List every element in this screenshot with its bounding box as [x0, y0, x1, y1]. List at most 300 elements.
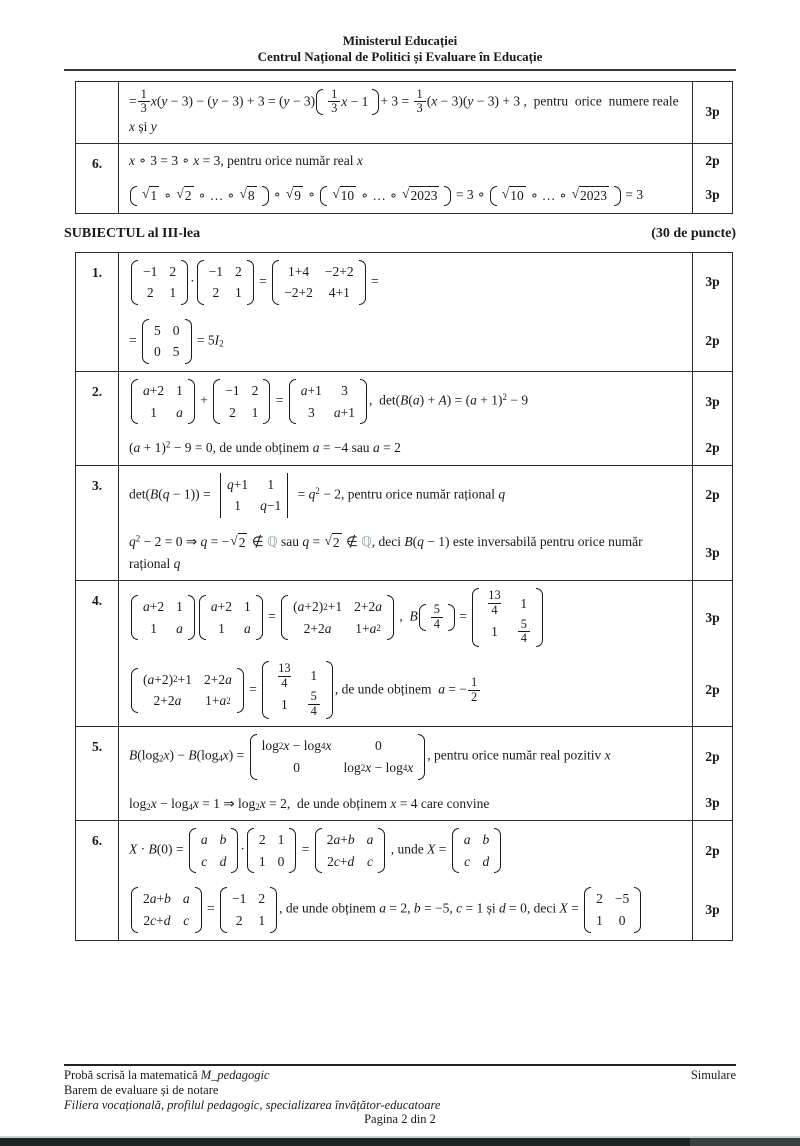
math-var: B [129, 748, 138, 764]
matrix-cell: 0 [375, 738, 382, 754]
document-footer [64, 1064, 736, 1127]
square-root [402, 186, 439, 205]
matrix-cell: 1 [258, 853, 266, 869]
matrix [220, 886, 277, 933]
math-expr: a = − [438, 681, 468, 697]
matrix [262, 660, 333, 721]
group-content [500, 185, 611, 207]
right-paren [237, 668, 244, 713]
math-expr: B(q − 1) [404, 534, 450, 550]
points-value: 3p [692, 253, 732, 312]
math-text: sau [348, 440, 373, 456]
math-text: , [395, 608, 410, 624]
matrix [281, 594, 394, 641]
math-expr: a = 2 [379, 901, 408, 917]
paren-group [130, 185, 269, 207]
paren-group [490, 185, 621, 207]
left-paren [281, 595, 288, 640]
item-lines [119, 144, 732, 212]
math-var: a [176, 620, 183, 636]
math-var: a [312, 440, 320, 456]
matrix-cell [517, 618, 531, 646]
math-expr: (B(a) + A) = (a + 1) [395, 392, 503, 408]
item-number: 6. [76, 144, 119, 213]
math-expr: − 2 [323, 486, 341, 502]
math-var: y [150, 118, 157, 134]
matrix-cell: 1 [251, 404, 259, 420]
math-var: q [129, 534, 136, 550]
points-value: 2p [692, 312, 732, 371]
radical-sign: √ [501, 186, 510, 202]
square-root [239, 186, 256, 205]
matrix-cell [244, 618, 251, 640]
matrix-cell: 0 [618, 913, 626, 929]
math-var: a [333, 832, 341, 848]
matrix-grid [325, 827, 376, 874]
square-root [572, 186, 609, 205]
right-paren [247, 260, 254, 305]
math-expr: − 2 = 0 ⇒ q = − [143, 534, 230, 550]
matrix-cell: 1 [277, 832, 285, 848]
math-text: log [385, 760, 403, 776]
denominator: 3 [328, 101, 340, 116]
radical-sign: √ [571, 186, 580, 202]
matrix-cell: −2+2 [284, 285, 313, 301]
formula-line [119, 312, 692, 371]
matrix-grid [141, 667, 234, 714]
math-var: X [129, 841, 138, 857]
math-expr: = 1 ⇒ [202, 795, 235, 811]
matrix-cell: 1 [234, 498, 241, 514]
radical-sign: √ [176, 186, 184, 202]
matrix-grid [230, 886, 267, 933]
math-var: a [149, 891, 157, 907]
matrix-grid [141, 886, 192, 933]
math-expr: − [292, 738, 301, 754]
math-var: a [147, 671, 155, 687]
radicand: 2023 [579, 186, 609, 205]
math-var: a [369, 620, 377, 636]
rational-set-symbol: ℚ [266, 534, 278, 550]
math-var: x [325, 738, 332, 754]
right-paren [448, 604, 455, 630]
matrix-cell: 1 [520, 595, 528, 611]
math-var: q [173, 555, 181, 571]
left-paren [316, 89, 323, 115]
matrix-cell: 1 [267, 476, 275, 492]
math-var: a [324, 620, 332, 636]
math-var: a [366, 832, 374, 848]
math-var: B [148, 841, 157, 857]
left-paren [472, 588, 479, 647]
math-expr: = 3 [625, 187, 644, 202]
matrix-cell: a +2 [143, 596, 164, 618]
right-paren [372, 89, 379, 115]
math-var: q [200, 534, 208, 550]
matrix-cell: a +2 [211, 596, 232, 618]
math-expr: (a + 1) [129, 440, 166, 456]
math-var: a [225, 671, 232, 687]
matrix-cell: 2 [235, 263, 242, 279]
right-paren [418, 734, 425, 779]
math-var: q [498, 486, 506, 502]
math-var: a [379, 901, 386, 917]
math-text: · [190, 273, 195, 289]
subscript: 2 [146, 801, 151, 812]
math-var: x [365, 760, 372, 776]
matrix-cell: 2 a + b [327, 829, 355, 851]
math-expr: x(y − 3) − (y − 3) + 3 = (y − 3) [150, 92, 316, 108]
math-var: I [214, 332, 220, 348]
math-var: q [302, 534, 310, 550]
formula-line [119, 880, 692, 939]
formula-line [119, 787, 692, 821]
group-content [429, 603, 445, 631]
group-content [140, 185, 259, 207]
radical-sign: √ [142, 186, 150, 202]
item-number: 2. [76, 372, 119, 466]
window-bottom-bar-dark [0, 1138, 800, 1146]
matrix-grid [141, 378, 185, 425]
section-heading [64, 226, 736, 242]
math-text: , deci [526, 901, 560, 917]
matrix-grid [209, 594, 253, 641]
table-row [76, 727, 733, 821]
right-paren [634, 887, 641, 932]
matrix-cell: 1 [310, 668, 318, 684]
item-content [119, 252, 733, 371]
matrix-cell [483, 851, 490, 873]
math-expr: x ∘ 3 = 3 ∘ x = 3 [129, 153, 221, 169]
square-root [286, 186, 303, 205]
math-expr: ∉ [251, 534, 264, 550]
math-text: ∘ … ∘ [194, 188, 239, 204]
numerator: 13 [278, 660, 291, 675]
matrix [131, 259, 188, 306]
matrix-cell: −1 [232, 891, 247, 907]
math-text: det [129, 486, 146, 502]
math-text: și [135, 118, 151, 134]
math-var: a [297, 598, 305, 614]
math-var: a [412, 392, 420, 408]
math-expr: = [207, 901, 215, 917]
math-text: , de unde obținem [286, 795, 391, 811]
radicand: 2 [238, 533, 248, 552]
math-expr: = [249, 681, 257, 697]
matrix-cell: 1 [169, 285, 177, 301]
scoring-table-subject3 [75, 252, 733, 941]
math-text: , det [369, 392, 396, 408]
matrix-cell: 0 [293, 760, 300, 776]
matrix-cell: 0 [277, 853, 285, 869]
matrix-grid [462, 827, 492, 874]
math-var: x [129, 153, 135, 169]
math-var: b [347, 832, 355, 848]
matrix-cell: −5 [614, 891, 630, 907]
denominator: 2 [468, 690, 480, 705]
radicand: 9 [293, 186, 303, 205]
item-number: 6. [76, 821, 119, 940]
math-expr: (x − 3)(y − 3) + 3 , [426, 92, 527, 108]
math-expr: ∉ [346, 534, 358, 550]
math-var: x [431, 92, 438, 108]
table-row [76, 581, 733, 727]
math-text: , pentru orice număr real pozitiv [427, 748, 605, 764]
numerator: 1 [331, 86, 338, 101]
subscript: 2 [159, 753, 164, 764]
matrix [472, 587, 543, 648]
item-content [119, 727, 733, 821]
math-text: ∘ [160, 188, 176, 204]
math-text: log [171, 795, 189, 811]
matrix-cell: 2 [229, 404, 236, 420]
formula-line [119, 82, 692, 144]
right-paren [614, 186, 621, 206]
math-expr: +1 [327, 598, 343, 614]
matrix-cell: 1 [244, 598, 251, 614]
matrix-cell: 1 [176, 383, 183, 399]
matrix-cell: 0 [172, 322, 180, 338]
matrix-cell: 1 [150, 620, 157, 636]
math-expr: (a+2) [293, 598, 324, 614]
table-row [76, 252, 733, 371]
math-text: ) [228, 748, 234, 764]
math-text: log [303, 738, 322, 754]
left-paren [320, 186, 327, 206]
math-var: x [283, 738, 290, 754]
left-paren [490, 186, 497, 206]
numerator: 5 [310, 689, 317, 704]
right-paren [326, 661, 333, 720]
matrix-grid [225, 472, 283, 519]
item-content [119, 821, 733, 940]
math-expr: − 9 = 0 [173, 440, 213, 456]
radicand: 2023 [409, 186, 439, 205]
left-paren [419, 604, 426, 630]
math-expr: X · B(0) = [129, 841, 184, 857]
math-expr: x = 4 [390, 795, 418, 811]
determinant [216, 472, 292, 519]
math-text: ∘ [304, 187, 320, 202]
math-text: (log [196, 748, 219, 764]
math-expr: = q [297, 486, 316, 502]
right-paren [289, 828, 296, 873]
formula-line [119, 431, 692, 465]
right-paren [378, 828, 385, 873]
matrix-cell: 1 [218, 620, 225, 636]
denominator: 4 [308, 704, 320, 719]
left-paren [131, 668, 138, 713]
math-expr: − 9 [510, 392, 529, 408]
matrix-cell: 2 [251, 383, 259, 399]
formula-line [119, 525, 692, 580]
math-var: a [372, 440, 380, 456]
left-paren [131, 260, 138, 305]
math-expr: + 3 = [380, 92, 410, 108]
radical-sign: √ [402, 186, 410, 202]
matrix-cell [201, 851, 207, 873]
denominator: 3 [138, 101, 150, 116]
matrix [131, 378, 195, 425]
right-paren [360, 379, 367, 424]
numerator: 1 [471, 675, 478, 690]
matrix-cell [176, 402, 183, 424]
item-number: 1. [76, 252, 119, 371]
math-var: x [150, 795, 157, 811]
formula-line [119, 654, 692, 727]
item-lines [119, 466, 732, 580]
formula-line [119, 466, 692, 525]
matrix-cell: (a+2) 2 +1 [143, 669, 192, 691]
math-var: c [183, 913, 190, 929]
matrix-cell: 1+a 2 [205, 690, 231, 712]
math-var: x [192, 795, 199, 811]
matrix-grid [199, 827, 229, 874]
matrix-cell [183, 910, 189, 932]
denominator: 4 [431, 617, 443, 632]
matrix-grid [299, 378, 357, 425]
matrix [452, 827, 502, 874]
math-var: x [222, 748, 229, 764]
math-text: care convine [417, 795, 490, 811]
header-rule [64, 69, 736, 71]
math-var: d [482, 853, 490, 869]
matrix-cell: 1 [491, 623, 498, 639]
math-var: a [133, 440, 141, 456]
math-expr: 1+a [205, 693, 227, 709]
math-text: log [261, 738, 279, 754]
left-paren [289, 379, 296, 424]
matrix-grid [272, 660, 323, 721]
math-var: d [499, 901, 506, 917]
denominator: 4 [488, 603, 500, 618]
math-expr: = [275, 392, 284, 408]
math-expr: q = [302, 534, 321, 550]
right-paren [263, 379, 270, 424]
points-value: 3p [692, 372, 732, 431]
item-number: 4. [76, 581, 119, 727]
right-bar [287, 473, 288, 518]
math-var: a [143, 598, 150, 614]
math-var: B [188, 748, 197, 764]
table-row [76, 465, 733, 580]
points-value: 2p [692, 144, 732, 178]
fraction [518, 618, 530, 646]
matrix [131, 594, 195, 641]
numerator: 5 [520, 616, 527, 631]
square-root [502, 186, 526, 205]
right-paren [188, 379, 195, 424]
math-var: a [244, 620, 251, 636]
matrix [250, 733, 426, 780]
math-var: q [417, 534, 424, 550]
math-var: x [604, 748, 611, 764]
math-text: log [129, 795, 147, 811]
matrix-cell [464, 851, 470, 873]
matrix-cell: 2 c + d [327, 851, 354, 873]
math-var: q [227, 476, 234, 492]
section-title: SUBIECTUL al III-lea [64, 225, 201, 241]
matrix-grid [291, 594, 384, 641]
left-paren [262, 661, 269, 720]
page-content [64, 69, 736, 941]
right-paren [181, 260, 188, 305]
math-var: x [163, 748, 170, 764]
square-root [332, 186, 356, 205]
math-var: B [404, 534, 413, 550]
math-expr: X = [427, 841, 447, 857]
math-text: log [238, 795, 256, 811]
math-var: x [390, 795, 397, 811]
radicand: 2 [332, 533, 342, 552]
matrix-cell: −2+2 [324, 263, 354, 279]
math-var: q [308, 486, 316, 502]
points-value: 3p [692, 581, 732, 654]
matrix-cell [183, 888, 190, 910]
math-text: ∘ … ∘ [526, 188, 571, 204]
math-var: b [219, 832, 227, 848]
matrix-cell: 2 [258, 832, 266, 848]
matrix-cell: a +1 [301, 380, 322, 402]
math-var: x [341, 93, 348, 109]
superscript: 2 [165, 439, 171, 450]
radical-sign: √ [324, 533, 332, 549]
table-row [76, 372, 733, 466]
matrix-cell [464, 829, 471, 851]
radical-sign: √ [285, 186, 294, 202]
subscript: 4 [188, 801, 193, 812]
points-value: 2p [692, 727, 732, 786]
math-expr: = 2 [269, 795, 287, 811]
document-header [0, 0, 800, 66]
right-paren [195, 887, 202, 932]
math-text: · [240, 841, 245, 857]
matrix [289, 378, 367, 425]
math-expr: − [177, 748, 185, 764]
matrix-cell [307, 690, 321, 718]
matrix [131, 886, 202, 933]
matrix-cell: 2 [258, 891, 266, 907]
item-lines [119, 727, 732, 820]
paren-group [419, 603, 455, 631]
matrix-grid [257, 827, 287, 874]
math-var: A [438, 392, 447, 408]
footer-line1 [64, 1068, 736, 1083]
math-text: (log [137, 748, 159, 764]
math-text: , unde [387, 841, 428, 857]
radicand: 8 [247, 186, 257, 205]
math-var: x [407, 760, 414, 776]
math-expr: = [129, 92, 137, 108]
math-text: și [483, 901, 499, 917]
math-expr: = [129, 332, 137, 348]
matrix-cell: 1 [258, 913, 266, 929]
matrix-cell: 2+2 a [204, 669, 232, 691]
points-value: 3p [692, 82, 732, 144]
matrix-cell: 2+2 a [354, 596, 382, 618]
scoring-table-subject2 [75, 81, 733, 214]
math-var: a [333, 404, 341, 420]
radical-sign: √ [239, 186, 247, 202]
matrix-grid [223, 378, 260, 425]
math-var: a [375, 598, 382, 614]
math-expr: − [160, 795, 168, 811]
matrix-cell: 1 [176, 598, 183, 614]
math-expr: = [371, 273, 379, 289]
math-var: q [162, 486, 170, 502]
math-expr: − [374, 760, 383, 776]
item-number: 3. [76, 465, 119, 580]
